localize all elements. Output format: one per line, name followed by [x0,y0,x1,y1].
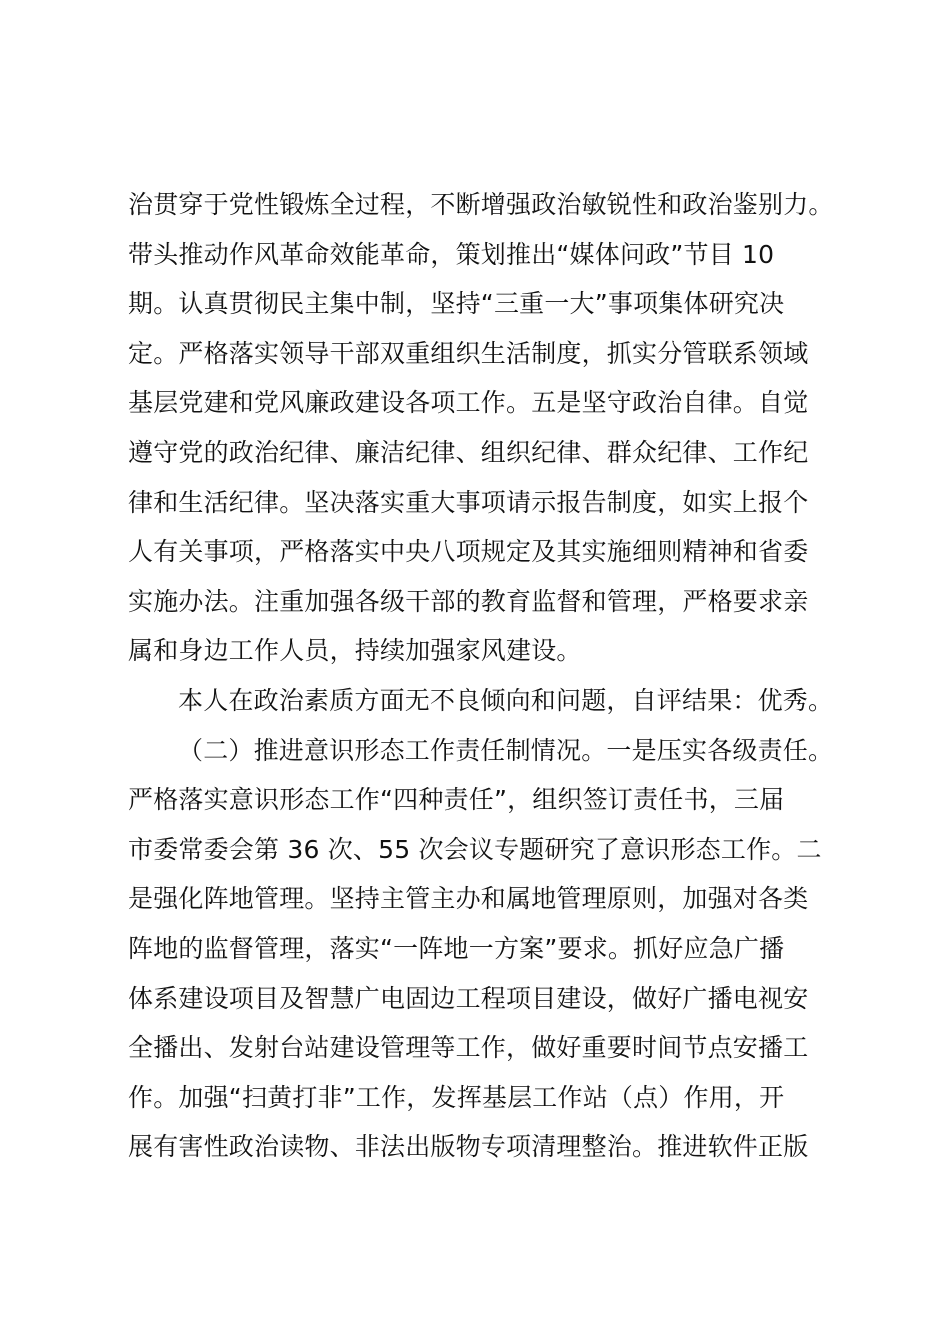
text-line-10: 属和身边工作人员，持续加强家风建设。 [128,636,582,666]
text-line-16: 阵地的监督管理，落实“一阵地一方案”要求。抓好应急广播 [128,933,785,963]
text-line-19: 作。加强“扫黄打非”工作，发挥基层工作站（点）作用，开 [128,1082,785,1112]
text-line-20: 展有害性政治读物、非法出版物专项清理整治。推进软件正版 [128,1132,809,1162]
text-line-17: 体系建设项目及智慧广电固边工程项目建设，做好广播电视安 [128,983,809,1013]
text-line-18: 全播出、发射台站建设管理等工作，做好重要时间节点安播工 [128,1033,809,1063]
text-line-3: 期。认真贯彻民主集中制，坚持“三重一大”事项集体研究决 [128,289,785,319]
text-line-15: 是强化阵地管理。坚持主管主办和属地管理原则，加强对各类 [128,884,809,914]
text-line-6: 遵守党的政治纪律、廉洁纪律、组织纪律、群众纪律、工作纪 [128,437,809,467]
section-heading-line: （二）推进意识形态工作责任制情况。一是压实各级责任。 [178,735,834,765]
text-line-8: 人有关事项，严格落实中央八项规定及其实施细则精神和省委 [128,537,809,567]
text-line-5: 基层党建和党风廉政建设各项工作。五是坚守政治自律。自觉 [128,388,809,418]
self-evaluation-paragraph: 本人在政治素质方面无不良倾向和问题，自评结果：优秀。 [178,685,834,715]
text-line-1: 治贯穿于党性锻炼全过程，不断增强政治敏锐性和政治鉴别力。 [128,190,834,219]
text-line-14: 市委常委会第 36 次、55 次会议专题研究了意识形态工作。二 [128,834,822,864]
text-line-13: 严格落实意识形态工作“四种责任”，组织签订责任书，三届 [128,785,785,815]
text-line-7: 律和生活纪律。坚决落实重大事项请示报告制度，如实上报个 [128,487,809,517]
text-line-4: 定。严格落实领导干部双重组织生活制度，抓实分管联系领域 [128,338,809,368]
text-line-9: 实施办法。注重加强各级干部的教育监督和管理，严格要求亲 [128,586,809,616]
body-text [128,180,868,1172]
text-line-2: 带头推动作风革命效能革命，策划推出“媒体问政”节目 10 [128,239,775,269]
